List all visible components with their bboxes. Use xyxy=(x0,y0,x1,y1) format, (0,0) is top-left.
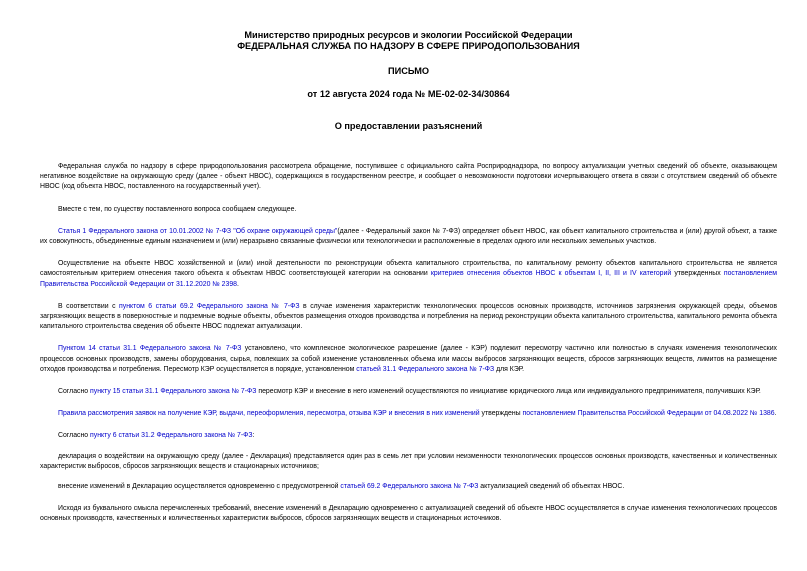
body-paragraph xyxy=(40,431,777,441)
legal-reference-link[interactable]: пунктом 6 статьи 69.2 Федерального закона № 7-ФЗ xyxy=(119,302,300,310)
paragraph-text: для КЭР. xyxy=(494,365,524,373)
paragraph-text: В соответствии с xyxy=(58,302,120,310)
body-paragraph xyxy=(40,205,777,215)
body-paragraph xyxy=(40,162,777,193)
body-paragraph xyxy=(40,387,777,397)
paragraph-text: утверждены xyxy=(479,410,523,418)
paragraph-text: декларация о воздействии на окружающую среду (далее - Декларация) представляется один раз в семь лет при условии неизменности технологических процессов основных производств, качественных и количественных характеристик выбросов, сбросов загрязняющих веществ и стационарных источников; xyxy=(40,452,777,470)
legal-reference-link[interactable]: пункту 15 статьи 31.1 Федерального закона № 7-ФЗ xyxy=(90,388,257,396)
paragraph-text: установлено, что комплексное экологическое разрешение (далее - КЭР) подлежит пересмотру частично или полностью в случаях изменения технологических процессов основных производств, замены оборудования, сырья, повлекших за собой изменение установленных объема или массы выбросов загрязняющих веществ, сбросов загрязняющих веществ, лимитов на размещение отходов производства и потребления. Пересмотр КЭР осуществляется в порядке, установленном xyxy=(40,345,777,373)
paragraph-text: внесение изменений в Декларацию осуществляется одновременно с предусмотренной xyxy=(58,483,341,491)
paragraph-text: Осуществление на объекте НВОС хозяйственной и (или) иной деятельности по реконструкции объекта капитального строительства, по капитальному ремонту объектов капитального строительства не является самостоятельным критерием отнесения такого объекта к объектам НВОС соответствующей категории на основании xyxy=(40,260,777,278)
paragraph-text: Федеральная служба по надзору в сфере природопользования рассмотрела обращение, поступившее с официального сайта Росприроднадзора, по вопросу актуализации учетных сведений об объекте, оказывающем негативное воздействие на окружающую среду (далее - объект НВОС), содержащихся в государственном реестре, и сообщает о невозможности подготовки исчерпывающего ответа в связи с отсутствием сведений об объекте НВОС (код объекта НВОС, поставленного на государственный учет). xyxy=(40,163,777,191)
legal-reference-link[interactable]: Пунктом 14 статьи 31.1 Федерального закона № 7-ФЗ xyxy=(58,345,242,353)
paragraph-text: . xyxy=(774,410,777,418)
paragraph-text: : xyxy=(252,432,255,440)
body-paragraph xyxy=(40,227,777,247)
paragraph-text: (далее - Федеральный закон № 7-ФЗ) определяет объект НВОС, как объект капитального строительства и (или) другой объект, а также их совокупность, объединенные единым назначением и (или) неразрывно связанные физически или технологически и расположенные в пределах одного или нескольких земельных участков. xyxy=(40,227,778,246)
paragraph-text: в случае изменения характеристик технологических процессов основных производств, источников загрязнения окружающей среды, объемов загрязняющих веществ в поверхностные и подземные водные объекты, объектов размещения отходов производства и потребления на период реконструкции объекта капитального строительства, капитального ремонта объекта капитального строительства сведения об объекте НВОС подлежат актуализации. xyxy=(40,302,777,331)
legal-reference-link[interactable]: критериев отнесения объектов НВОС к объектам I, II, III и IV категорий xyxy=(430,270,672,278)
paragraph-text: актуализацией сведений об объектах НВОС. xyxy=(478,483,625,491)
legal-reference-link[interactable]: статьей 69.2 Федерального закона № 7-ФЗ xyxy=(340,483,479,491)
body-paragraph xyxy=(40,409,777,419)
paragraph-text: . xyxy=(236,280,239,288)
legal-reference-link[interactable]: Правила рассмотрения заявок на получение КЭР, выдачи, переоформления, пересмотра, отзыва КЭР и внесения в них изменений xyxy=(58,410,480,418)
paragraph-text: пересмотр КЭР и внесение в него изменений осуществляются по инициативе юридического лица или индивидуального предпринимателя, получивших КЭР. xyxy=(256,388,761,396)
body-paragraph xyxy=(40,302,777,333)
legal-reference-link[interactable]: постановлением Правительства Российской Федерации от 31.12.2020 № 2398 xyxy=(40,270,777,288)
body-paragraph xyxy=(40,344,777,375)
body-paragraph xyxy=(40,504,777,524)
paragraph-text: Согласно xyxy=(58,432,91,440)
legal-reference-link[interactable]: Статья 1 Федерального закона от 10.01.2002 № 7-ФЗ "Об охране окружающей среды" xyxy=(58,227,338,235)
paragraph-text: Согласно xyxy=(58,388,91,396)
legal-reference-link[interactable]: постановлением Правительства Российской Федерации от 04.08.2022 № 1386 xyxy=(522,410,775,418)
document-header xyxy=(40,0,777,132)
document-subject: О предоставлении разъяснений xyxy=(334,121,483,131)
body-paragraph xyxy=(40,452,777,472)
document-body xyxy=(40,162,777,525)
ministry-name: Министерство природных ресурсов и экологии Российской Федерации xyxy=(244,30,573,40)
paragraph-text: Вместе с тем, по существу поставленного вопроса сообщаем следующее. xyxy=(58,205,297,213)
document-date-number: от 12 августа 2024 года № МЕ-02-02-34/30864 xyxy=(307,89,510,99)
legal-reference-link[interactable]: статьей 31.1 Федерального закона № 7-ФЗ xyxy=(356,365,495,373)
body-paragraph xyxy=(40,259,777,290)
paragraph-text: утвержденных xyxy=(671,270,724,278)
body-paragraph xyxy=(40,482,777,492)
service-name: ФЕДЕРАЛЬНАЯ СЛУЖБА ПО НАДЗОРУ В СФЕРЕ ПРИРОДОПОЛЬЗОВАНИЯ xyxy=(237,41,580,51)
document-type: ПИСЬМО xyxy=(387,66,430,76)
legal-reference-link[interactable]: пункту 6 статьи 31.2 Федерального закона № 7-ФЗ xyxy=(90,432,253,440)
paragraph-text: Исходя из буквального смысла перечисленных требований, внесение изменений в Декларацию одновременно с актуализацией сведений об объекте НВОС осуществляется в случае изменения технологических процессов основных производств, качественных и количественных характеристик выбросов, сбросов загрязняющих веществ и стационарных источников. xyxy=(40,505,777,523)
